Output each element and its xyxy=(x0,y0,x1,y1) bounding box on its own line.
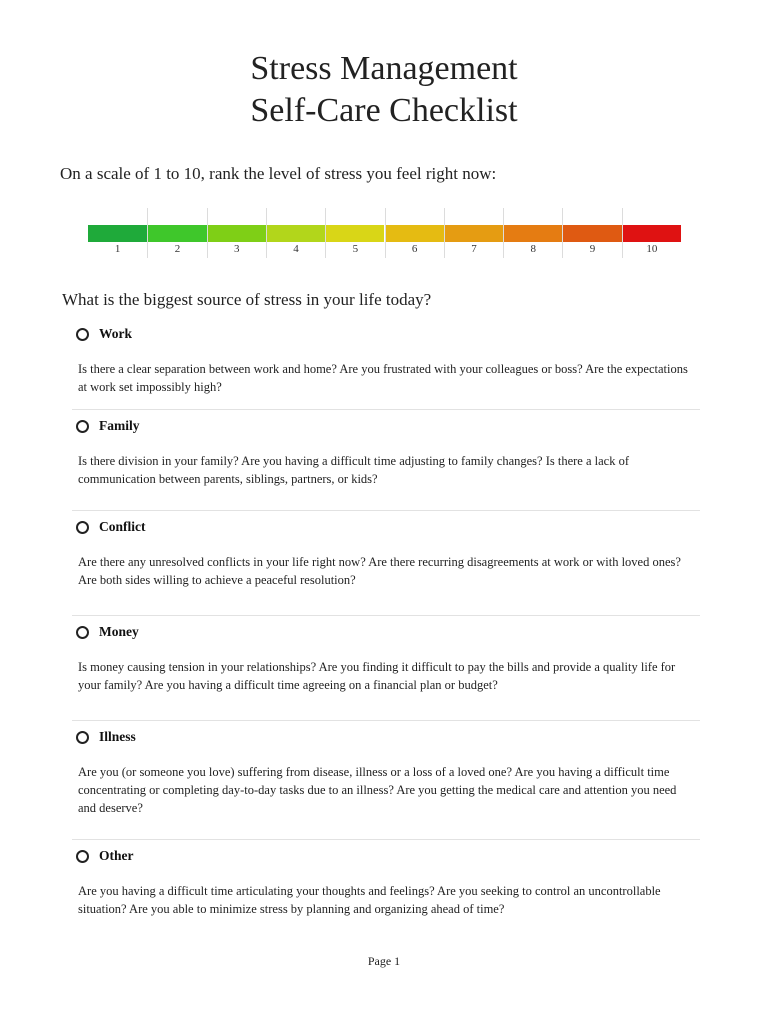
option-other xyxy=(72,840,700,940)
option-header[interactable] xyxy=(76,410,700,442)
title-line-1: Stress Management xyxy=(250,50,518,87)
option-description: Is there a clear separation between work and home? Are you frustrated with your colleagues or boss? Are the expectations at work set impossibly high? xyxy=(78,362,688,394)
option-header[interactable] xyxy=(76,840,700,872)
scale-label: 4 xyxy=(293,243,299,255)
option-label: Illness xyxy=(99,729,136,744)
stress-source-options xyxy=(72,318,700,940)
option-description: Is there division in your family? Are you having a difficult time adjusting to family changes? Is there a lack of communication between parents, siblings, partners, or kids? xyxy=(78,454,630,486)
stress-scale[interactable] xyxy=(88,208,681,258)
radio-button-icon[interactable] xyxy=(76,521,89,534)
option-description: Are you having a difficult time articulating your thoughts and feelings? Are you seeking to control an uncontrollable situation? Are you able to minimize stress by planning and organizing ahead of time? xyxy=(78,884,661,916)
radio-button-icon[interactable] xyxy=(76,328,89,341)
page-number: Page 1 xyxy=(367,954,401,968)
scale-bar xyxy=(445,225,503,242)
scale-bar xyxy=(563,225,621,242)
radio-button-icon[interactable] xyxy=(76,731,89,744)
scale-label: 2 xyxy=(174,243,181,255)
scale-bar xyxy=(148,225,206,242)
option-family xyxy=(72,410,700,511)
option-description: Are you (or someone you love) suffering from disease, illness or a loss of a loved one? Are you having a difficult time concentrating or completing day-to-day tasks due to an illness? Are you getting the medical care and attention you need and deserve? xyxy=(78,765,677,815)
scale-segment-3[interactable] xyxy=(207,208,266,258)
scale-label: 8 xyxy=(530,243,536,255)
option-conflict xyxy=(72,511,700,616)
option-illness xyxy=(72,721,700,840)
scale-segment-5[interactable] xyxy=(325,208,384,258)
scale-label: 7 xyxy=(471,243,477,255)
scale-bar xyxy=(504,225,562,242)
option-label: Family xyxy=(99,418,140,433)
scale-label: 10 xyxy=(646,243,658,255)
scale-bar xyxy=(88,225,147,242)
option-label: Conflict xyxy=(99,519,146,534)
option-header[interactable] xyxy=(76,721,700,753)
scale-segment-7[interactable] xyxy=(444,208,503,258)
option-description: Is money causing tension in your relationships? Are you finding it difficult to pay the bills and provide a quality life for your family? Are you having a difficult time agreeing on a financial plan or budget? xyxy=(78,660,676,692)
scale-bar xyxy=(386,225,444,242)
scale-segment-9[interactable] xyxy=(562,208,621,258)
scale-segment-2[interactable] xyxy=(147,208,206,258)
option-label: Work xyxy=(99,326,133,341)
scale-segment-1[interactable] xyxy=(88,208,147,258)
scale-segment-4[interactable] xyxy=(266,208,325,258)
title-line-2: Self-Care Checklist xyxy=(250,92,518,129)
scale-label: 9 xyxy=(589,243,596,255)
page-title xyxy=(0,48,768,132)
scale-bar xyxy=(326,225,384,242)
option-description: Are there any unresolved conflicts in your life right now? Are there recurring disagreements at work or with loved ones? Are both sides willing to achieve a peaceful resolution? xyxy=(78,555,681,587)
scale-bar xyxy=(623,225,681,242)
radio-button-icon[interactable] xyxy=(76,626,89,639)
option-header[interactable] xyxy=(76,511,700,543)
scale-segment-10[interactable] xyxy=(622,208,681,258)
scale-segment-8[interactable] xyxy=(503,208,562,258)
scale-bar xyxy=(267,225,325,242)
source-question: What is the biggest source of stress in your life today? xyxy=(62,290,432,309)
scale-label: 5 xyxy=(352,243,359,255)
option-label: Other xyxy=(99,848,134,863)
scale-label: 3 xyxy=(233,243,240,255)
option-work xyxy=(72,318,700,410)
scale-label: 6 xyxy=(411,243,418,255)
option-header[interactable] xyxy=(76,616,700,648)
option-label: Money xyxy=(99,624,139,639)
option-money xyxy=(72,616,700,721)
option-header[interactable] xyxy=(76,318,700,350)
scale-question: On a scale of 1 to 10, rank the level of stress you feel right now: xyxy=(60,164,497,183)
radio-button-icon[interactable] xyxy=(76,850,89,863)
radio-button-icon[interactable] xyxy=(76,420,89,433)
scale-bar xyxy=(208,225,266,242)
scale-segment-6[interactable] xyxy=(385,208,444,258)
scale-label: 1 xyxy=(114,243,121,255)
